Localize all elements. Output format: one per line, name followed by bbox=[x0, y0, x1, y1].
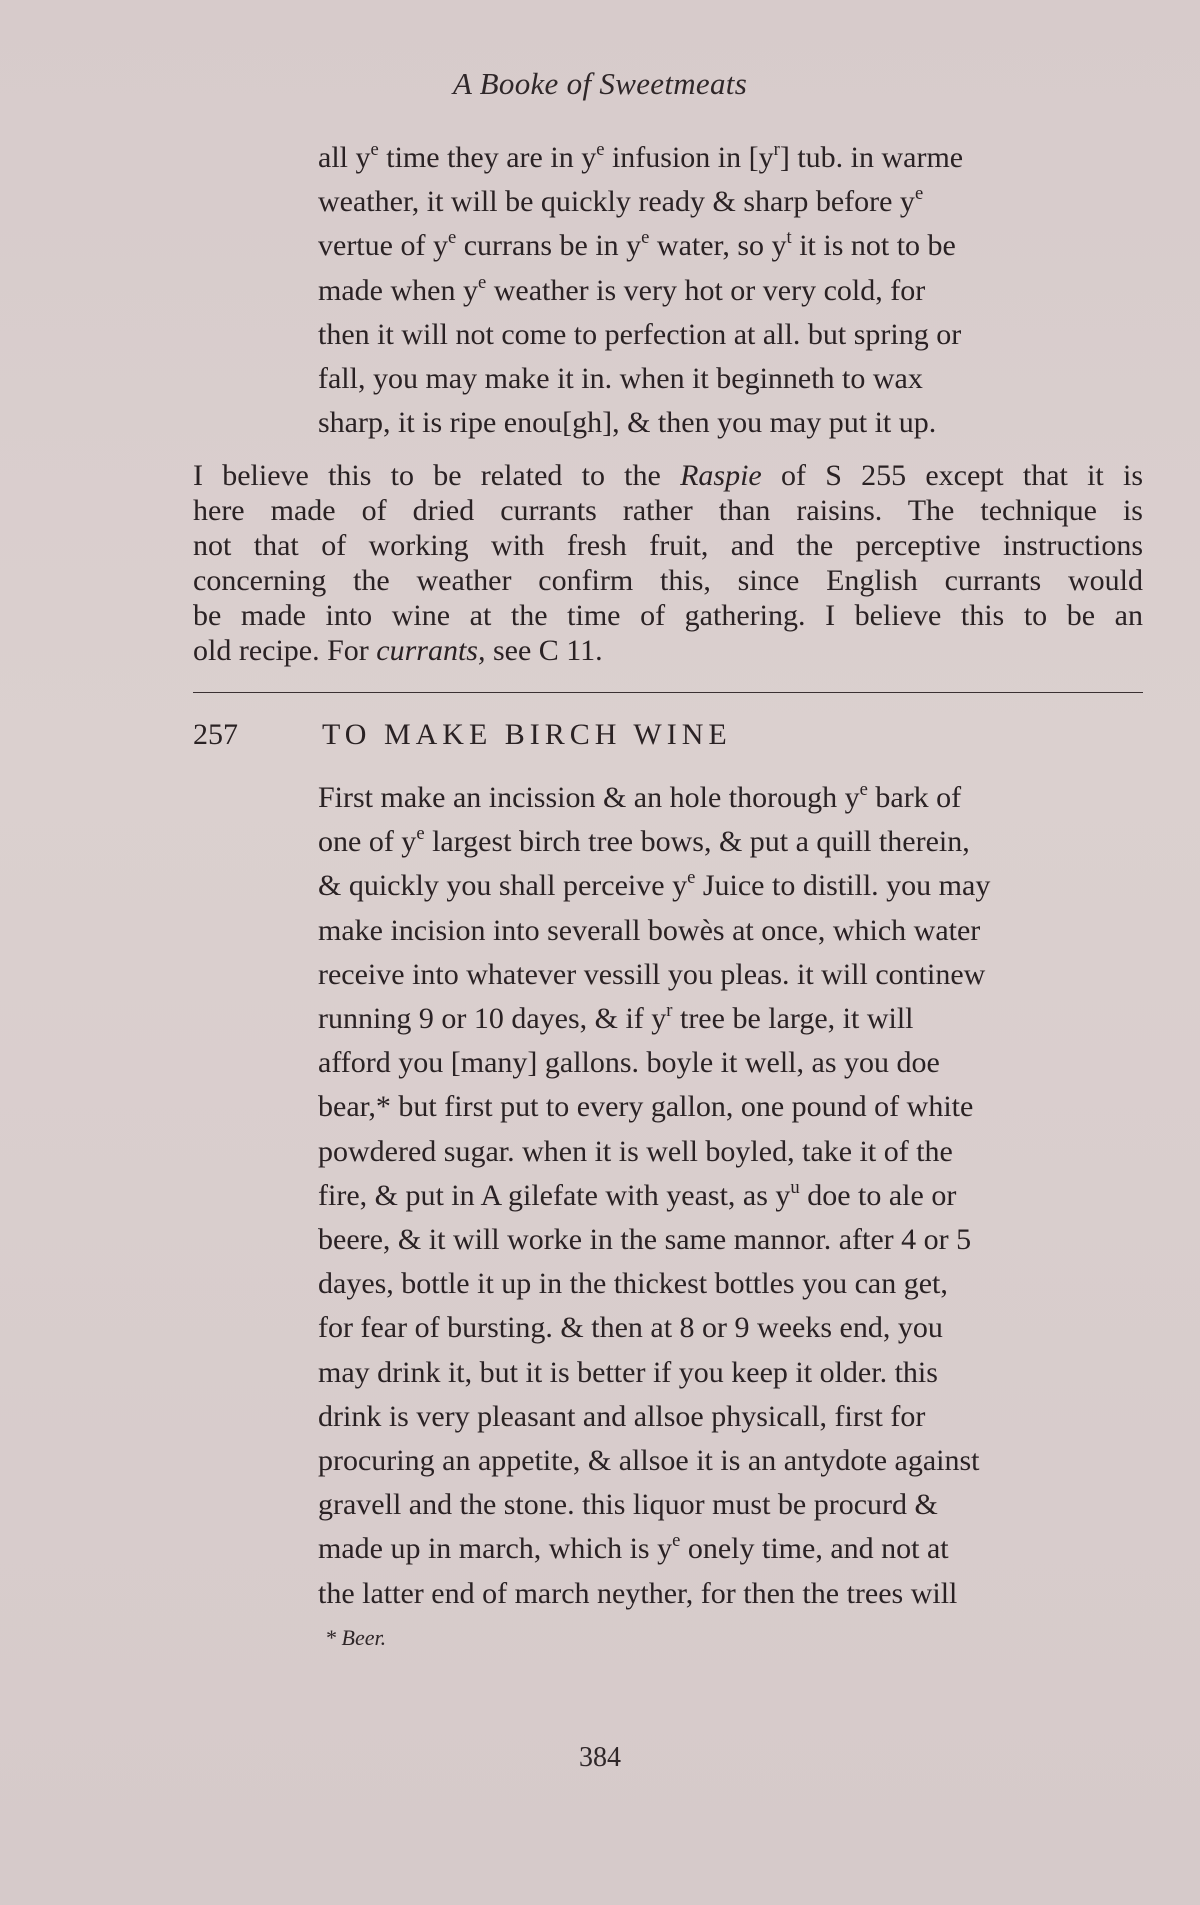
continuation-line: weather, it will be quickly ready & sharp before $y^e$ bbox=[318, 183, 924, 219]
recipe-line: afford you [many] gallons. boyle it well, as you doe bbox=[318, 1046, 940, 1080]
recipe-line: dayes, bottle it up in the thickest bottles you can get, bbox=[318, 1267, 948, 1301]
commentary-line: be made into wine at the time of gathering. I believe this to be an bbox=[193, 599, 1143, 632]
recipe-line: bear,* but first put to every gallon, one pound of white bbox=[318, 1090, 974, 1124]
recipe-line: fire, & put in A gilefate with yeast, as $y^u$ doe to ale or bbox=[318, 1176, 957, 1212]
recipe-body bbox=[318, 776, 1138, 1616]
recipe-number: 257 bbox=[193, 718, 238, 751]
recipe-line: make incision into severall bowès at once, which water bbox=[318, 913, 981, 947]
recipe-line: the latter end of march neyther, for then the trees will bbox=[318, 1576, 958, 1610]
recipe-line: may drink it, but it is better if you keep it older. this bbox=[318, 1355, 938, 1389]
recipe-line: for fear of bursting. & then at 8 or 9 weeks end, you bbox=[318, 1311, 943, 1345]
continuation-line: made when $y^e$ weather is very hot or very cold, for bbox=[318, 271, 926, 307]
commentary bbox=[193, 458, 1143, 668]
page-number: 384 bbox=[579, 1742, 621, 1773]
commentary-line: concerning the weather confirm this, since English currants would bbox=[193, 564, 1143, 597]
recipe-line: drink is very pleasant and allsoe physicall, first for bbox=[318, 1399, 926, 1433]
commentary-line: I believe this to be related to the Raspie of S 255 except that it is bbox=[193, 459, 1143, 492]
continuation-line: vertue of $y^e$ currans be in $y^e$ water, so $y^t$ it is not to be bbox=[318, 227, 956, 263]
recipe-title: TO MAKE BIRCH WINE bbox=[322, 718, 732, 751]
recipe-line: gravell and the stone. this liquor must be procurd & bbox=[318, 1488, 938, 1522]
recipe-line: one of $y^e$ largest birch tree bows, & put a quill therein, bbox=[318, 823, 970, 859]
footnote: * Beer. bbox=[325, 1625, 387, 1650]
continuation-line: fall, you may make it in. when it beginneth to wax bbox=[318, 362, 923, 396]
commentary-line: not that of working with fresh fruit, and the perceptive instructions bbox=[193, 529, 1143, 562]
recipe-line: powdered sugar. when it is well boyled, take it of the bbox=[318, 1134, 953, 1168]
commentary-line: old recipe. For currants, see C 11. bbox=[193, 634, 603, 667]
recipe-line: procuring an appetite, & allsoe it is an antydote against bbox=[318, 1444, 980, 1478]
recipe-line: running 9 or 10 dayes, & if $y^r$ tree be large, it will bbox=[318, 999, 914, 1036]
continuation-line: all $y^e$ time they are in $y^e$ infusion in $[y^r]$ tub. in warme bbox=[318, 138, 964, 174]
continuation-line: then it will not come to perfection at all. but spring or bbox=[318, 317, 962, 351]
continuation-line: sharp, it is ripe enou[gh], & then you may put it up. bbox=[318, 406, 937, 440]
recipe-line: beere, & it will worke in the same mannor. after 4 or 5 bbox=[318, 1223, 972, 1257]
running-head: A Booke of Sweetmeats bbox=[452, 66, 748, 101]
commentary-line: here made of dried currants rather than raisins. The technique is bbox=[193, 494, 1143, 527]
recipe-line: receive into whatever vessill you pleas. it will continew bbox=[318, 957, 986, 991]
recipe-line: First make an incission & an hole thorough $y^e$ bark of bbox=[318, 778, 962, 814]
section-divider bbox=[193, 692, 1143, 693]
recipe-line: made up in march, which is $y^e$ onely time, and not at bbox=[318, 1530, 949, 1566]
recipe-line: & quickly you shall perceive $y^e$ Juice to distill. you may bbox=[318, 867, 991, 903]
continuation-text bbox=[318, 136, 1138, 445]
